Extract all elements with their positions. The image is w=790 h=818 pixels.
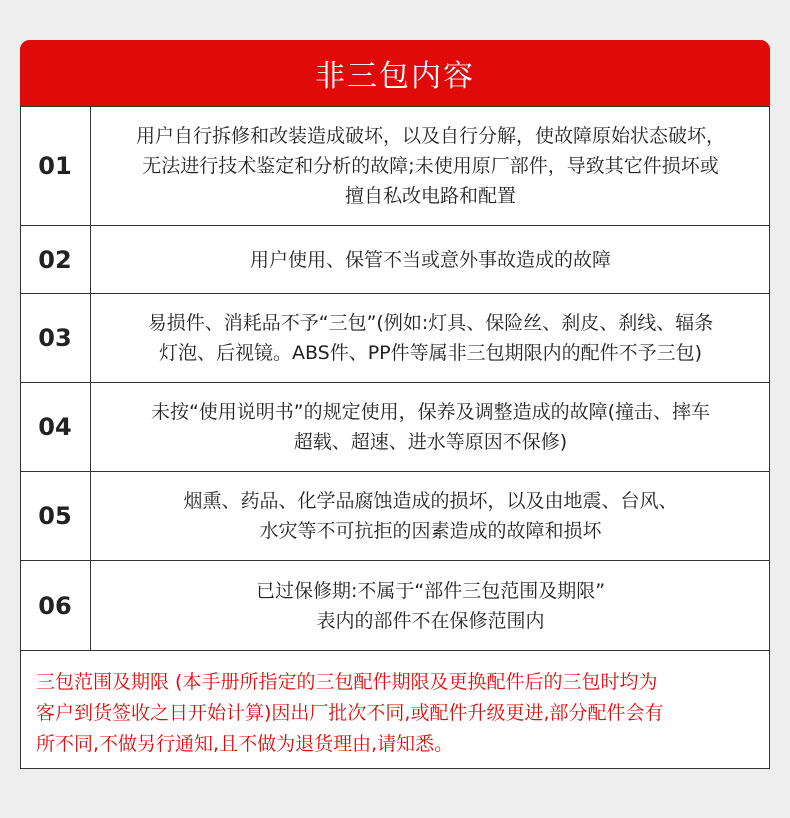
row-line: 烟熏、药品、化学品腐蚀造成的损坏，以及由地震、台风、 <box>183 490 678 512</box>
row-line: 用户自行拆修和改装造成破坏，以及自行分解，使故障原始状态破坏， <box>135 125 725 147</box>
row-line: 擅自私改电路和配置 <box>344 185 516 207</box>
row-line: 用户使用、保管不当或意外事故造成的故障 <box>249 248 611 271</box>
table-row-03 <box>20 293 770 382</box>
table-row-04 <box>20 382 770 471</box>
warranty-exclusion-table <box>20 40 770 769</box>
row-line: 无法进行技术鉴定和分析的故障;未使用原厂部件，导致其它件损坏或 <box>142 155 719 177</box>
table-row-01 <box>20 106 770 225</box>
row-number: 02 <box>20 226 91 293</box>
table-header <box>20 40 770 106</box>
footnote-line: 三包范围及期限 (本手册所指定的三包配件期限及更换配件后的三包时均为 <box>36 671 658 693</box>
table-row-05 <box>20 471 770 560</box>
row-number: 03 <box>20 294 91 382</box>
row-line: 表内的部件不在保修范围内 <box>316 609 545 632</box>
table-title: 非三包内容 <box>315 59 475 94</box>
row-description <box>91 107 770 225</box>
row-line: 已过保修期:不属于“部件三包范围及期限” <box>255 579 606 602</box>
row-description <box>91 561 770 650</box>
row-number: 06 <box>20 561 91 650</box>
row-number: 01 <box>20 107 91 225</box>
row-line: 超载、超速、进水等原因不保修) <box>293 431 568 453</box>
table-row-02 <box>20 225 770 293</box>
row-line: 灯泡、后视镜。ABS件、PP件等属非三包期限内的配件不予三包) <box>158 342 703 364</box>
row-line: 易损件、消耗品不予“三包”(例如:灯具、保险丝、刹皮、刹线、辐条 <box>147 312 714 334</box>
row-number: 05 <box>20 472 91 560</box>
row-number: 04 <box>20 383 91 471</box>
row-description <box>91 383 770 471</box>
row-description <box>91 294 770 382</box>
table-row-06 <box>20 560 770 650</box>
footnote-line: 所不同,不做另行通知,且不做为退货理由,请知悉。 <box>36 733 454 755</box>
row-description <box>91 226 770 293</box>
row-line: 未按“使用说明书”的规定使用，保养及调整造成的故障(撞击、摔车 <box>150 401 711 423</box>
warranty-footnote <box>20 650 770 770</box>
row-line: 水灾等不可抗拒的因素造成的故障和损坏 <box>259 520 602 542</box>
footnote-line: 客户到货签收之日开始计算)因出厂批次不同,或配件升级更进,部分配件会有 <box>36 702 664 724</box>
row-description <box>91 472 770 560</box>
